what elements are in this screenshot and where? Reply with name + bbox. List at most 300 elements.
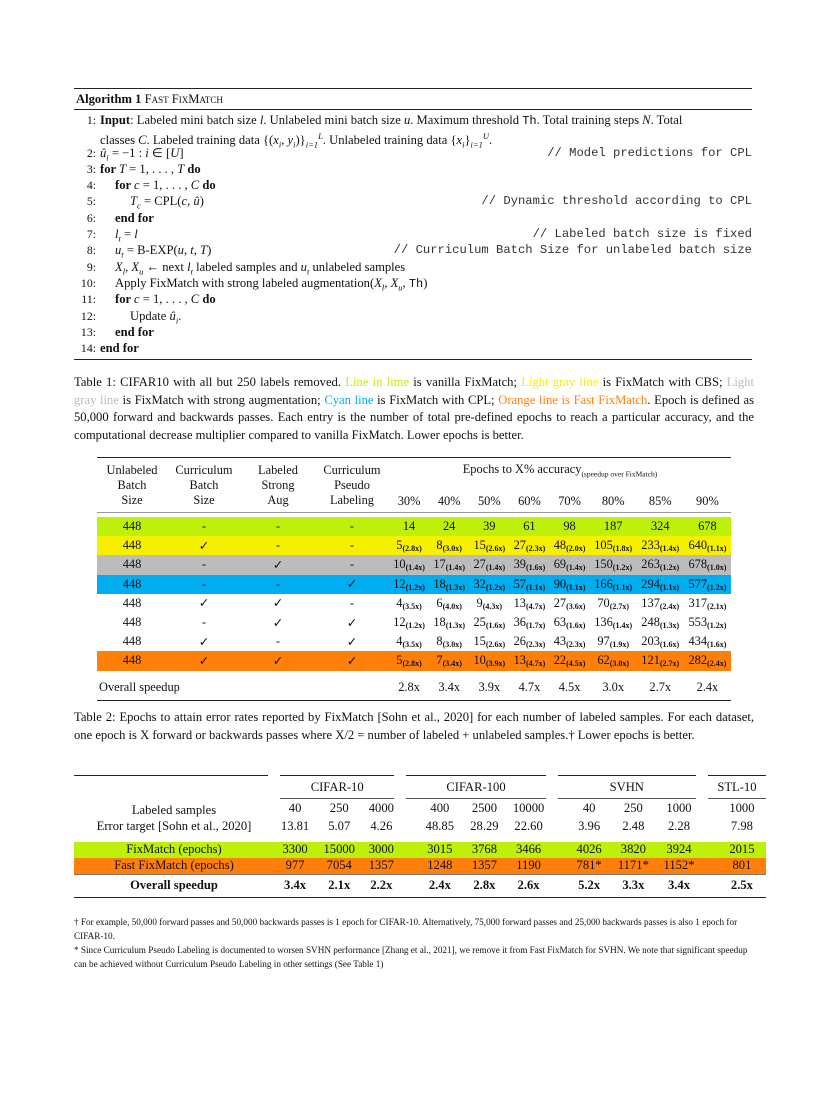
superscript: U [482, 131, 489, 142]
header-word: Labeled [258, 463, 298, 477]
text: classes [100, 133, 139, 148]
speedup-value: (2.8x) [402, 659, 422, 669]
algorithm-line [74, 242, 752, 258]
keyword: do [199, 292, 216, 307]
line-number: 5: [86, 194, 96, 209]
epoch-cell [550, 536, 590, 555]
epoch-cell [389, 594, 429, 613]
text: . Maximum threshold [410, 113, 523, 127]
epoch-value: 317 [688, 595, 708, 610]
epoch-cell [637, 651, 684, 673]
table-row [97, 536, 731, 555]
line-number: 11: [81, 292, 96, 307]
setting-cell: - [201, 576, 207, 591]
speedup-value: (1.4x) [612, 621, 633, 631]
epoch-cell [550, 517, 590, 536]
column-header [97, 458, 167, 513]
speedup-value: (1.4x) [445, 563, 466, 573]
value-cell: 1000 [729, 801, 755, 816]
epoch-cell [509, 517, 549, 536]
text: . Unlabeled training data { [322, 133, 457, 148]
line-body [100, 242, 394, 258]
line-number: 1: [86, 113, 96, 127]
math-var: u [177, 243, 184, 258]
epoch-value: 13 [513, 653, 526, 668]
epoch-value: 4 [396, 634, 403, 649]
setting-cell: - [275, 538, 281, 553]
math-var: C [190, 292, 200, 307]
keyword: do [199, 178, 216, 193]
speedup-value: (1.6x) [707, 640, 727, 650]
speedup-value: (4.7x) [525, 659, 546, 669]
algorithm-line [74, 340, 752, 356]
speedup-value: (1.0x) [707, 563, 727, 573]
subscript: t [118, 233, 121, 244]
value-cell: 977 [285, 858, 305, 872]
value-cell: 3015 [427, 842, 453, 856]
subscript: i [106, 152, 109, 163]
math-var: i [145, 145, 149, 160]
text: = [120, 227, 135, 242]
speedup-value: (4.5x) [566, 659, 586, 669]
epoch-value: 136 [594, 615, 613, 630]
speedup-value: (3.5x) [402, 601, 422, 611]
value-cell: 28.29 [470, 819, 499, 833]
header-word: Strong [261, 478, 295, 492]
accuracy-header: 30% [397, 493, 421, 508]
accuracy-header: 90% [696, 493, 719, 508]
line-body [100, 177, 752, 193]
overall-speedup-value: 2.1x [328, 878, 351, 892]
column-header [167, 458, 241, 513]
value-cell: 13.81 [280, 819, 310, 833]
line-number: 6: [86, 210, 96, 225]
speedup-value: (2.3x) [566, 640, 586, 650]
setting-cell: 448 [122, 653, 142, 668]
algorithm-name: Fast FixMatch [144, 92, 223, 106]
row-label: Labeled samples [131, 803, 217, 817]
line-body [100, 145, 547, 161]
epoch-cell [469, 536, 509, 555]
epochs-header-label: Epochs to X% accuracy [462, 462, 582, 477]
speedup-value: (2.0x) [566, 544, 586, 554]
speedup-value: (1.7x) [525, 621, 546, 631]
math-var: û [193, 194, 200, 209]
epoch-value: 233 [641, 538, 660, 553]
epoch-cell [590, 575, 637, 594]
line-comment: // Curriculum Batch Size for unlabeled batch size [393, 243, 752, 258]
math-var: y [287, 133, 294, 148]
speedup-value: (1.6x) [659, 640, 680, 650]
epoch-cell [509, 632, 549, 651]
speedup-value: (3.4x) [442, 659, 462, 669]
epoch-value: 121 [641, 653, 660, 668]
algorithm-line [74, 193, 752, 209]
epoch-cell [469, 555, 509, 574]
line-body [100, 340, 752, 356]
epoch-value: 5 [396, 538, 403, 553]
math-var: û [169, 308, 176, 323]
overall-speedup-value: 4.5x [558, 680, 581, 694]
value-cell: 1357 [368, 858, 394, 872]
epoch-cell [590, 651, 637, 673]
epoch-value: 27 [513, 538, 526, 553]
speedup-value: (4.3x) [482, 601, 503, 611]
text: ← next [143, 259, 188, 274]
header-word: Pseudo [334, 478, 370, 492]
empty-cell [74, 776, 274, 799]
epoch-value: 39 [483, 519, 496, 534]
epoch-value: 203 [641, 634, 660, 649]
overall-speedup-value: 2.2x [370, 878, 393, 892]
math-var: û [100, 145, 107, 160]
accuracy-header: 80% [601, 493, 625, 508]
setting-cell: 448 [122, 615, 142, 630]
subscript: i [278, 140, 282, 150]
math-var: x [456, 133, 463, 148]
epoch-cell [550, 555, 590, 574]
table-row [74, 799, 766, 819]
epoch-value: 294 [641, 576, 660, 591]
subscript: t [306, 266, 310, 277]
setting-cell: ✓ [346, 577, 358, 592]
epoch-cell [684, 613, 731, 632]
mono-text: Th [522, 114, 537, 128]
speedup-value: (1.1x) [525, 582, 546, 592]
line-body [100, 226, 533, 242]
epoch-value: 640 [688, 538, 708, 553]
epochs-header [389, 458, 731, 487]
algorithm-lines [74, 110, 752, 356]
epoch-cell [389, 613, 429, 632]
line-body [100, 324, 752, 340]
caption-text: is vanilla FixMatch; [409, 375, 522, 389]
speedup-value: (1.1x) [612, 582, 633, 592]
line-body [100, 275, 752, 291]
value-cell: 3924 [666, 842, 692, 856]
text: , [281, 133, 288, 148]
table2 [74, 775, 766, 898]
value-cell: 3466 [515, 842, 542, 856]
table-row [97, 613, 731, 632]
epoch-value: 27 [473, 557, 486, 572]
table1-caption [74, 374, 754, 444]
header-word: Curriculum [175, 463, 233, 477]
setting-cell: - [201, 557, 207, 572]
text: ) [207, 243, 212, 258]
speedup-value: (2.7x) [659, 659, 680, 669]
epoch-cell [469, 517, 509, 536]
speedup-value: (1.2x) [659, 563, 680, 573]
epoch-cell [389, 632, 429, 651]
text: , [384, 275, 391, 290]
epoch-value: 434 [688, 634, 708, 649]
value-cell: 3820 [620, 842, 646, 856]
subscript: t [190, 266, 193, 277]
epoch-cell [590, 517, 637, 536]
text: )} [295, 133, 306, 148]
value-cell: 40 [288, 801, 302, 816]
speedup-value: (1.3x) [445, 621, 466, 631]
speedup-value: (1.1x) [659, 582, 680, 592]
subscript: l [381, 282, 385, 293]
line-body [100, 161, 752, 177]
value-cell: 2015 [729, 842, 755, 856]
math-var: C [138, 133, 147, 148]
setting-cell: 448 [122, 557, 142, 572]
epoch-value: 26 [513, 634, 526, 649]
text: ) [199, 194, 204, 209]
speedup-value: (1.3x) [445, 582, 466, 592]
accuracy-header: 70% [558, 493, 581, 508]
line-number: 10: [80, 275, 96, 290]
line-body [100, 308, 752, 324]
line-body [100, 291, 752, 307]
value-cell: 1357 [471, 858, 497, 872]
epoch-cell [550, 594, 590, 613]
epoch-cell [637, 536, 684, 555]
epoch-cell [550, 632, 590, 651]
row-label: Error target [Sohn et al., 2020] [96, 819, 252, 833]
epoch-value: 98 [563, 519, 576, 534]
overall-speedup-value: 3.4x [667, 878, 691, 892]
algorithm-line [74, 226, 752, 242]
algorithm-line [74, 291, 752, 307]
value-cell: 2.48 [622, 819, 645, 833]
epoch-value: 678 [688, 557, 708, 572]
value-cell: 7054 [326, 858, 352, 872]
overall-speedup-row [97, 673, 731, 700]
caption-text: is FixMatch with CPL; [373, 392, 499, 407]
setting-cell: ✓ [198, 653, 210, 668]
table-row [97, 651, 731, 673]
line-comment: // Dynamic threshold according to CPL [481, 194, 752, 209]
speedup-value: (1.2x) [707, 582, 727, 592]
text: unlabeled samples [309, 259, 406, 274]
value-cell: 250 [623, 801, 643, 816]
epoch-value: 17 [433, 557, 446, 572]
math-var: t [190, 243, 194, 258]
value-cell: 400 [430, 801, 450, 816]
text: } [464, 133, 471, 148]
epoch-value: 62 [597, 653, 610, 668]
caption-colored-text: Cyan line [324, 392, 374, 407]
epoch-cell [550, 651, 590, 673]
setting-cell: ✓ [272, 596, 284, 611]
math-var: N [642, 113, 651, 127]
setting-cell: ✓ [272, 615, 284, 630]
superscript: L [318, 131, 323, 142]
epoch-value: 263 [641, 557, 660, 572]
header-word: Labeling [329, 493, 375, 507]
epoch-cell [429, 555, 469, 574]
overall-speedup-value: 2.8x [398, 680, 420, 694]
table-row [97, 632, 731, 651]
epoch-cell [684, 594, 731, 613]
speedup-value: (4.0x) [442, 601, 462, 611]
setting-cell: 448 [122, 595, 142, 610]
overall-speedup-value: 2.5x [730, 878, 753, 892]
caption-colored-text: Line in lime [345, 375, 410, 389]
line-number: 9: [86, 259, 96, 274]
column-header [241, 458, 315, 513]
epoch-value: 14 [402, 519, 416, 534]
value-cell: 4.26 [370, 819, 393, 833]
epoch-value: 105 [594, 538, 613, 553]
overall-speedup-label: Overall speedup [99, 680, 180, 694]
epoch-cell [509, 613, 549, 632]
epoch-value: 166 [594, 576, 613, 591]
text: . [178, 308, 182, 323]
epoch-value: 24 [442, 519, 456, 534]
math-var: l [115, 227, 119, 242]
math-var: c [181, 194, 188, 209]
setting-cell: - [275, 519, 281, 534]
epoch-cell [429, 517, 469, 536]
setting-cell: - [201, 615, 207, 630]
epoch-value: 69 [553, 557, 567, 572]
epoch-value: 48 [553, 538, 567, 553]
epoch-value: 15 [473, 538, 486, 553]
speedup-value: (1.9x) [609, 640, 630, 650]
line-body [74, 128, 752, 150]
accuracy-header: 50% [477, 493, 501, 508]
epoch-cell [429, 594, 469, 613]
epoch-cell [389, 575, 429, 594]
speedup-value: (1.4x) [485, 563, 506, 573]
setting-cell: ✓ [198, 596, 210, 611]
text: = −1 : [108, 145, 146, 160]
text: , [402, 275, 409, 290]
line-body [100, 210, 752, 226]
speedup-value: (1.6x) [485, 621, 506, 631]
value-cell: 2.28 [667, 819, 691, 833]
caption-text: Table 1: CIFAR10 with all but 250 labels removed. [74, 375, 346, 389]
value-cell: 781* [576, 858, 602, 872]
setting-cell: 448 [122, 538, 142, 553]
setting-cell: - [201, 519, 207, 534]
speedup-value: (2.6x) [485, 640, 506, 650]
math-var: U [170, 145, 180, 160]
epoch-cell [509, 536, 549, 555]
math-var: x [273, 133, 279, 148]
math-var: l [259, 113, 264, 127]
table-row [97, 517, 731, 536]
line-number: 12: [80, 308, 96, 323]
caption-text: . Epoch is defined as 50,000 forward and backwards passes. Each entry is the number of total pre-defined epochs to reach a particular accuracy, and the computational decrease multiplier compared to vanilla FixMatch. Lower epochs is better. [74, 392, 754, 442]
speedup-value: (1.1x) [707, 544, 727, 554]
dataset-header: STL-10 [702, 776, 766, 799]
setting-cell: - [275, 634, 281, 649]
value-cell: 1248 [427, 858, 453, 872]
epoch-value: 32 [473, 576, 486, 591]
overall-speedup-value: 3.9x [478, 680, 501, 694]
setting-cell: 448 [122, 576, 142, 591]
algorithm-line [74, 308, 752, 324]
speedup-value: (3.9x) [485, 659, 506, 669]
text: Apply FixMatch with strong labeled augmentation( [115, 275, 375, 290]
value-cell: 1152* [663, 858, 695, 872]
caption-text: is FixMatch with strong augmentation; [118, 392, 325, 407]
epoch-value: 18 [433, 576, 446, 591]
text: Labeled mini batch size [136, 113, 260, 127]
epoch-value: 63 [553, 615, 567, 630]
overall-speedup-value: 2.8x [473, 878, 496, 892]
speedup-value: (3.5x) [402, 640, 422, 650]
math-var: T [177, 161, 185, 176]
speedup-value: (1.3x) [659, 621, 680, 631]
epoch-value: 324 [650, 519, 670, 534]
epoch-cell [389, 555, 429, 574]
setting-cell: 448 [122, 634, 142, 649]
epoch-cell [637, 555, 684, 574]
line-number: 13: [80, 324, 96, 339]
speedup-value: (1.8x) [612, 544, 633, 554]
text: . Total [650, 113, 683, 127]
epoch-value: 9 [476, 595, 483, 610]
accuracy-header: 60% [518, 493, 541, 508]
epoch-value: 12 [393, 615, 406, 630]
setting-cell: 448 [122, 519, 142, 534]
speedup-value: (1.4x) [566, 563, 586, 573]
setting-cell: - [349, 519, 355, 534]
epoch-cell [550, 613, 590, 632]
speedup-value: (1.2x) [405, 582, 425, 592]
overall-speedup-value: 2.6x [517, 878, 540, 892]
line-body: Input: Labeled mini batch size l. Unlabeled mini batch size u. Maximum threshold Th. Total training steps N. Total [100, 113, 683, 128]
value-cell: 15000 [323, 842, 355, 856]
epoch-value: 57 [513, 576, 526, 591]
math-var: C [190, 178, 200, 193]
epoch-value: 70 [597, 595, 610, 610]
epoch-cell [429, 632, 469, 651]
epoch-value: 97 [597, 634, 610, 649]
keyword: end for [115, 324, 154, 339]
value-cell: 10000 [512, 801, 545, 816]
subscript: i=1 [305, 140, 319, 150]
speedup-value: (1.6x) [525, 563, 546, 573]
value-cell: 1190 [516, 858, 541, 872]
header-word: Size [121, 493, 143, 507]
speedup-value: (2.4x) [659, 601, 680, 611]
text: , [183, 243, 191, 258]
text: , [125, 259, 132, 274]
line-number: 4: [86, 178, 96, 193]
dataset-header: CIFAR-10 [274, 776, 400, 799]
subscript: i [293, 140, 296, 150]
table2-caption: Table 2: Epochs to attain error rates reported by FixMatch [Sohn et al., 2020] for each number of labeled samples. For each dataset, one epoch is X forward or backwards passes where X/2 = number of labeled + unlabeled samples.† Lower epochs is better. [74, 710, 754, 742]
caption-colored-text: Light gray line [521, 375, 599, 389]
epoch-value: 577 [688, 576, 708, 591]
subscript: i [175, 315, 179, 326]
value-cell: 2500 [471, 801, 497, 816]
epoch-cell [509, 555, 549, 574]
value-cell: 4026 [576, 842, 602, 856]
math-var: X [131, 259, 140, 274]
epoch-cell [637, 613, 684, 632]
row-label: Fast FixMatch (epochs) [114, 858, 234, 872]
dataset-header-row [74, 776, 766, 799]
algorithm-label: Algorithm 1 [76, 92, 142, 106]
epoch-cell [389, 536, 429, 555]
algorithm-block [74, 88, 752, 360]
epoch-value: 6 [436, 595, 443, 610]
algorithm-line [74, 210, 752, 226]
footnote-star: * Since Curriculum Pseudo Labeling is documented to worsen SVHN performance [Zhang et al., 2021], we remove it from Fast FixMatch for SVHN. We note that significant speedup can be achieved without Curriculum Pseudo Labeling in other settings (See Table 1) [74, 945, 748, 969]
epoch-value: 7 [436, 653, 443, 668]
overall-speedup-value: 3.3x [622, 878, 645, 892]
epoch-value: 150 [594, 557, 613, 572]
